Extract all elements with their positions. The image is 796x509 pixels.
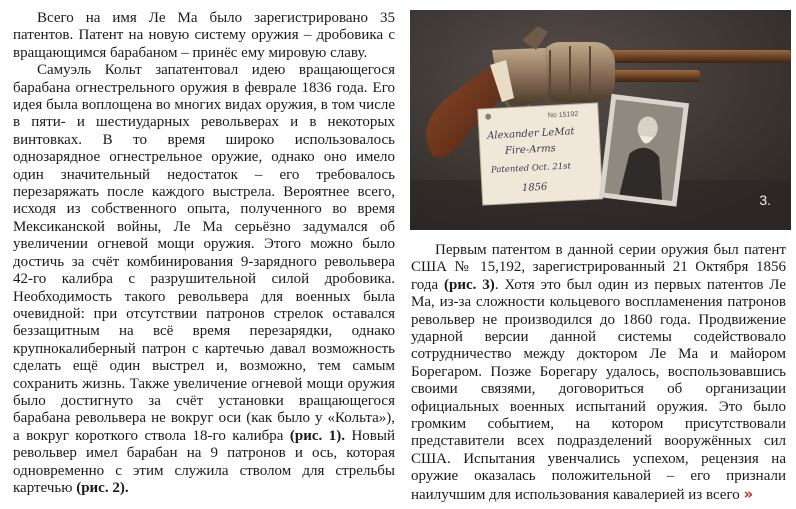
patent-tag-line3: Patented Oct. 21st <box>490 161 572 176</box>
figure-ref-1: (рис. 1). <box>289 427 345 444</box>
figure-number: 3. <box>759 192 771 208</box>
revolver-photo <box>410 10 791 230</box>
continue-arrow-icon: » <box>743 484 754 503</box>
patent-tag-line2: Fire-Arms <box>504 143 557 157</box>
left-text-column <box>13 10 395 497</box>
patent-tag-number: No 15192 <box>547 110 579 120</box>
figure-ref-3: (рис. 3) <box>444 276 495 293</box>
paragraph-colt <box>13 62 395 497</box>
patent-tag <box>478 103 603 205</box>
patent-tag-line1: Alexander LeMat <box>486 126 575 142</box>
patent-tag-line4: 1856 <box>521 181 548 194</box>
paragraph-first-patent <box>411 242 786 504</box>
right-text-column <box>411 242 786 504</box>
revolver-shot-barrel <box>605 70 700 82</box>
paragraph-colt-text-cont: Новый револьвер имел барабан на 9 патронов и ось, которая одновременно с этим служила стволом для стрельбы картечью <box>13 427 395 496</box>
paragraph-first-patent-text: Первым патентом в данной серии оружия был патент США № 15,192, зарегистрированный 21 Октября 1856 года <box>411 242 786 293</box>
paragraph-patents: Всего на имя Ле Ма было зарегистрировано 35 патентов. Патент на новую систему оружия – дробовика с вращающимся барабаном – принёс ему мировую славу. <box>13 10 395 61</box>
revolver-cylinder <box>540 42 615 102</box>
paragraph-first-patent-cont: . Хотя это был один из первых патентов Ле Ма, из-за сложности кольцевого воспламенения патронов револьвер не производился до 1860 года. Продвижение ударной версии данной системы содействовало сотрудничество между доктором Ле Ма и майором Борегаром. Позже Борегару удалось, воспользовавшись своими связями, договориться об организации официальных военных испытаний оружия. Это было громким событием, на котором присутствовали представители всех подразделений вооружённых сил США. Испытания увенчались успехом, рецензия на оружие оказалась положительной – его признали наилучшим для использования кавалерией из всего <box>411 276 786 503</box>
portrait-photo <box>599 94 689 207</box>
figure-ref-2: (рис. 2). <box>76 479 129 496</box>
revolver-barrel <box>595 50 791 63</box>
paragraph-colt-text: Самуэль Кольт запатентовал идею вращающегося барабана огнестрельного оружия в феврале 1836 года. Его идея была воплощена во многих видах оружия, в том числе в пяти- и шестиударных револьверах и в некоторых винтовках. В то время широко использовалось однозарядное огнестрельное оружие, однако оно имело один значительный недостаток – его требовалось перезаряжать после каждого выстрела. Вероятнее всего, исходя из собственного опыта, полученного во время Мексиканской войны, Ле Ма серьёзно задумался об увеличении огневой мощи оружия. Этого можно было достичь за счёт комбинирования 9-зарядного револьвера 42-го калибра с разрушительной силой дробовика. Необходимость такого револьвера для военных была очевидной: при отсутствии патронов стрелок оставался беззащитным на всё время перезарядки, однако крупнокалиберный патрон с картечью давал возможность сделать ещё один выстрел и, возможно, тем самым сохранить жизнь. Также увеличение огневой мощи оружия было достигнуто за счёт установки вращающегося барабана револьвера не вокруг оси (как было у «Кольта»), а вокруг короткого ствола 18-го калибра <box>13 62 395 444</box>
revolver-photo-drawing <box>410 10 791 230</box>
